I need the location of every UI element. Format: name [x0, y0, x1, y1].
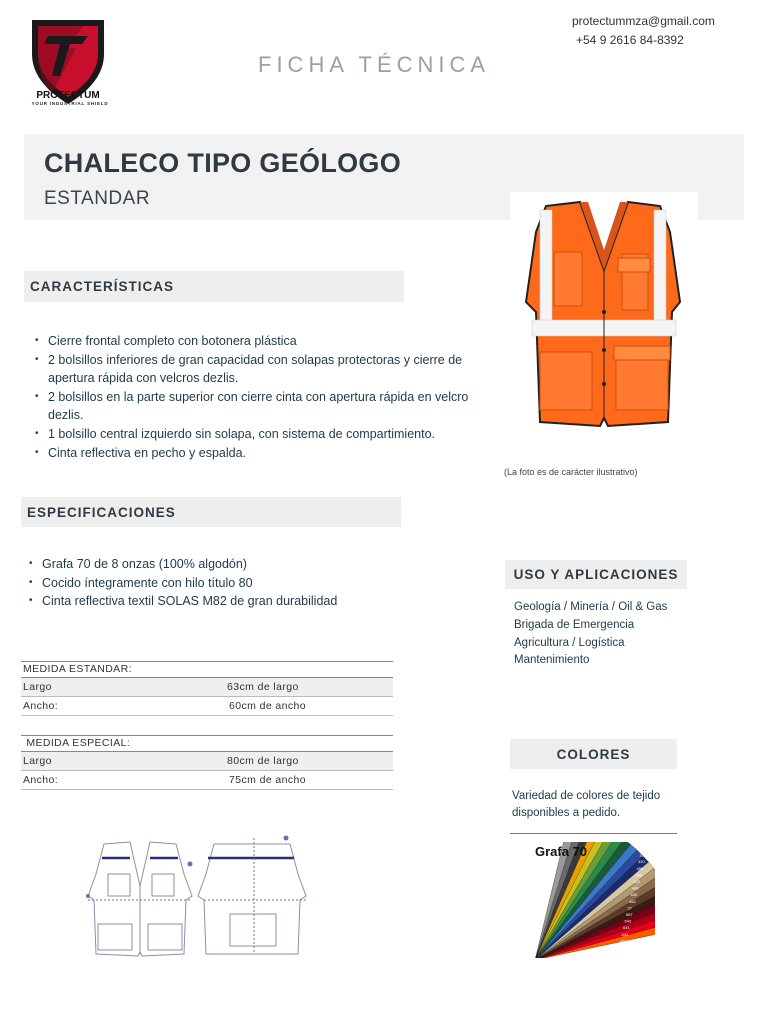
swatch-title: Grafa 70	[535, 844, 588, 859]
logo-brand-name: PROTECTUM	[36, 90, 100, 101]
swatch-code-label: 358	[639, 852, 647, 858]
medida-estandar-table	[21, 661, 393, 716]
table-heading: MEDIDA ESPECIAL:	[21, 735, 393, 752]
row-label: Largo	[23, 681, 52, 693]
swatch-code-label: 456	[635, 872, 642, 878]
product-title: CHALECO TIPO GEÓLOGO	[44, 148, 402, 178]
swatch-code-label: 567	[626, 912, 633, 917]
product-photo	[510, 192, 698, 440]
row-value: 80cm de largo	[227, 755, 299, 767]
swatch-code-label: 442	[621, 931, 629, 937]
section-heading-uso: USO Y APLICACIONES	[505, 560, 687, 589]
row-value: 75cm de ancho	[229, 774, 306, 786]
table-row	[21, 697, 393, 716]
list-item: Brigada de Emergencia	[514, 618, 635, 631]
uso-list	[514, 599, 667, 670]
list-item: • Cocido íntegramente con hilo título 80	[26, 574, 426, 593]
row-label: Largo	[23, 755, 52, 767]
swatch-code-label: 354	[641, 846, 648, 851]
logo-tagline: YOUR INDUSTRIAL SHIELD	[31, 101, 109, 106]
list-item: • 1 bolsillo central izquierdo sin solapa, con sistema de compartimiento.	[32, 425, 484, 444]
swatch-code-label: 462	[629, 898, 636, 904]
list-item: • Cinta reflectiva en pecho y espalda.	[32, 444, 484, 463]
list-item: • Cierre frontal completo con botonera plástica	[32, 332, 484, 351]
contact-email[interactable]: protectummza@gmail.com	[572, 14, 715, 28]
row-value: 60cm de ancho	[229, 700, 306, 712]
list-item: Geología / Minería / Oil & Gas	[514, 601, 668, 613]
medida-especial-table	[21, 735, 393, 790]
contact-block	[572, 12, 715, 50]
section-heading-colores: COLORES	[510, 739, 677, 769]
section-heading-caracteristicas: CARACTERÍSTICAS	[24, 271, 404, 302]
swatch-code-label: 643	[624, 918, 632, 924]
table-row	[21, 678, 393, 697]
colores-text: Variedad de colores de tejido disponibles a pedido.	[512, 790, 661, 819]
document-title: FICHA TÉCNICA	[258, 52, 491, 77]
swatch-code-label: 460	[618, 945, 626, 950]
list-item: • Cinta reflectiva textil SOLAS M82 de gran durabilidad	[26, 592, 426, 611]
orange-vest-illustration	[510, 192, 698, 440]
table-heading: MEDIDA ESTANDAR:	[21, 661, 393, 678]
swatch-code-label: 620	[633, 879, 641, 884]
row-label: Ancho:	[23, 700, 59, 712]
swatch-code-label: 37	[627, 905, 632, 911]
contact-phone[interactable]: +54 9 2616 84-8392	[576, 33, 684, 47]
vest-technical-sketch	[84, 834, 314, 958]
table-row	[21, 752, 393, 771]
table-row	[21, 771, 393, 790]
row-label: Ancho:	[23, 774, 59, 786]
divider	[510, 833, 677, 834]
swatch-code-label: 480	[632, 885, 639, 891]
swatch-code-label: 641	[623, 925, 630, 931]
swatch-code-label: 320	[638, 859, 645, 865]
list-item: • Grafa 70 de 8 onzas (100% algodón)	[26, 555, 426, 574]
swatch-code-label: 455	[636, 865, 644, 871]
fabric-color-swatch	[533, 842, 655, 958]
section-heading-especificaciones: ESPECIFICACIONES	[21, 497, 401, 527]
caracteristicas-list	[32, 332, 484, 462]
especificaciones-list	[26, 555, 426, 611]
photo-caption: (La foto es de carácter ilustrativo)	[504, 467, 638, 477]
row-value: 63cm de largo	[227, 681, 299, 693]
swatch-code-label: 432	[630, 892, 638, 898]
list-item: • 2 bolsillos inferiores de gran capacidad con solapas protectoras y cierre de apertura rápida con velcros dezlis.	[32, 351, 484, 388]
protectum-logo	[18, 14, 118, 110]
swatch-code-label: 452	[620, 938, 627, 944]
list-item: Agricultura / Logística	[514, 636, 625, 649]
list-item: Mantenimiento	[514, 654, 590, 667]
product-subtitle: ESTANDAR	[44, 188, 151, 209]
list-item: • 2 bolsillos en la parte superior con cierre cinta con apertura rápida en velcro dezlis.	[32, 388, 484, 425]
